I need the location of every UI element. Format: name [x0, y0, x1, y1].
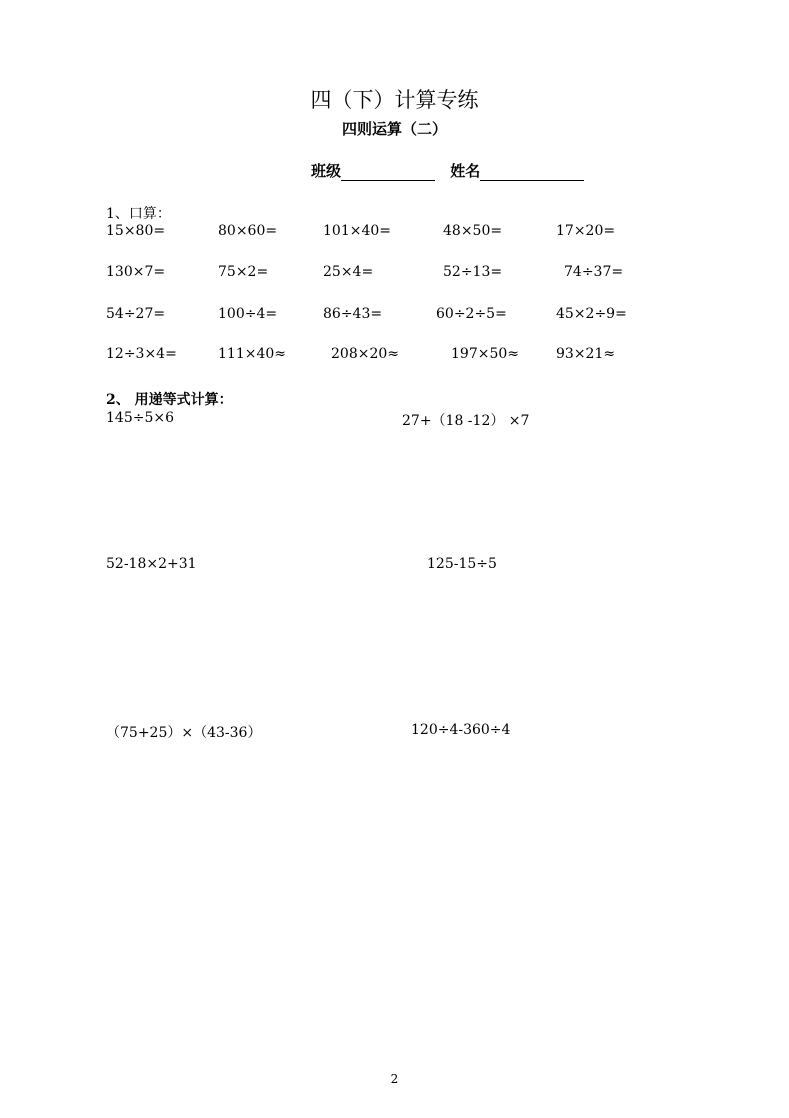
stepwise-problem: （75+25）×（43-36） [106, 725, 262, 741]
mental-calc-item: 25×4= [323, 264, 374, 280]
mental-calc-item: 100÷4= [218, 306, 278, 322]
mental-calc-item: 54÷27= [106, 306, 166, 322]
page-title: 四（下）计算专练 [310, 88, 479, 112]
page-subtitle: 四则运算（二） [341, 120, 447, 138]
mental-calc-item: 93×21≈ [556, 346, 616, 362]
stepwise-problem: 120÷4-360÷4 [411, 722, 511, 738]
mental-calc-item: 86÷43= [323, 306, 383, 322]
student-info [311, 160, 584, 181]
mental-calc-item: 15×80= [106, 223, 166, 239]
mental-calc-item: 12÷3×4= [106, 346, 177, 362]
mental-calc-item: 111×40≈ [218, 346, 286, 362]
stepwise-problem: 27+（18 -12） ×7 [402, 413, 530, 429]
class-label: 班级 [311, 162, 342, 180]
mental-calc-item: 101×40= [323, 223, 391, 239]
mental-calc-item: 48×50= [443, 223, 503, 239]
section2-heading: 2、 用递等式计算： [106, 392, 233, 408]
mental-calc-item: 130×7= [106, 264, 166, 280]
mental-calc-item: 80×60= [218, 223, 278, 239]
mental-calc-item: 208×20≈ [331, 346, 399, 362]
section1-heading: 1、口算： [106, 206, 171, 222]
stepwise-problem: 125-15÷5 [427, 556, 497, 572]
mental-calc-item: 45×2÷9= [556, 306, 627, 322]
mental-calc-item: 52÷13= [443, 264, 503, 280]
mental-calc-item: 17×20= [556, 223, 616, 239]
mental-calc-item: 74÷37= [564, 264, 624, 280]
stepwise-problem: 145÷5×6 [106, 410, 174, 426]
page-number: 2 [390, 1072, 399, 1086]
class-blank-field[interactable] [341, 163, 435, 181]
name-label: 姓名 [450, 162, 481, 180]
mental-calc-item: 60÷2÷5= [436, 306, 507, 322]
stepwise-problem: 52-18×2+31 [106, 556, 197, 572]
mental-calc-item: 75×2= [218, 264, 269, 280]
mental-calc-item: 197×50≈ [451, 346, 519, 362]
name-blank-field[interactable] [480, 163, 584, 181]
